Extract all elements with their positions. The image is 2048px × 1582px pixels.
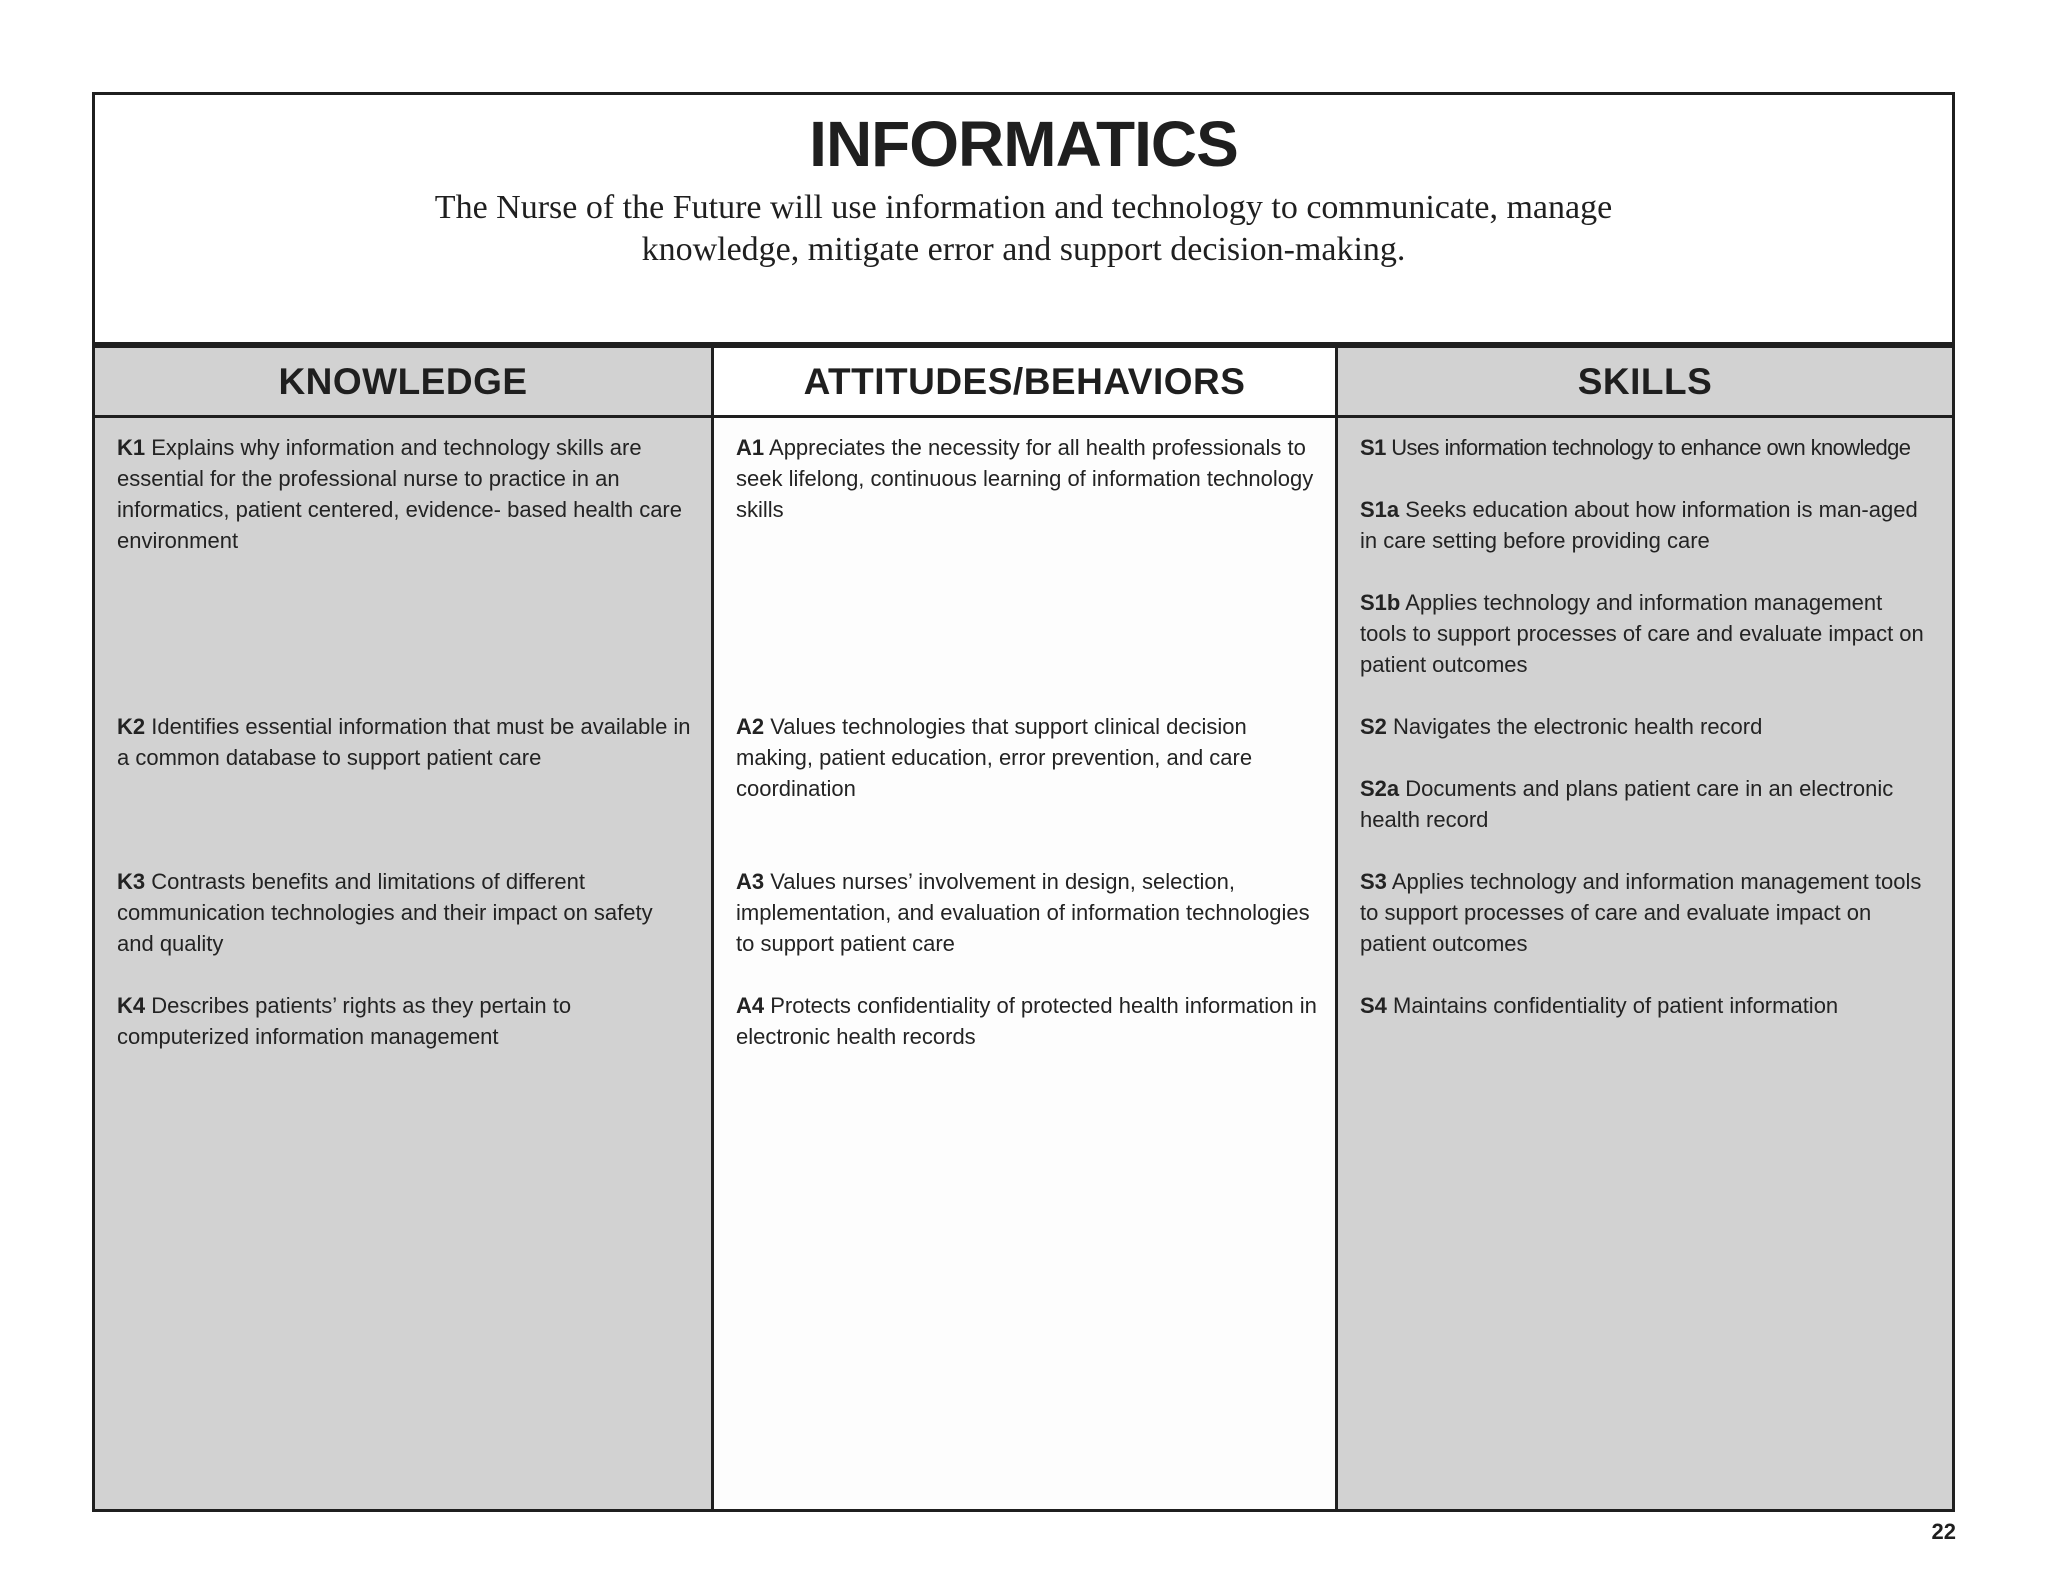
skills-column xyxy=(1338,348,1952,1509)
competency-table xyxy=(92,92,1955,1512)
item-code: S3 xyxy=(1360,869,1387,894)
item-code: K3 xyxy=(117,869,146,894)
skills-item-s2 xyxy=(1360,711,1934,742)
attitudes-column xyxy=(714,348,1338,1509)
skills-item-s3 xyxy=(1360,866,1934,959)
item-code: A2 xyxy=(736,714,765,739)
page-number: 22 xyxy=(1931,1519,1956,1544)
knowledge-column xyxy=(95,348,714,1509)
skills-item-s2a xyxy=(1360,773,1934,835)
item-text: Values technologies that support clinical decision making, patient education, error prevention, and care coordination xyxy=(736,714,1253,801)
skills-item-s1b xyxy=(1360,587,1934,680)
item-code: S2a xyxy=(1360,776,1400,801)
item-text: Applies technology and information management tools to support processes of care and evaluate impact on patient outcomes xyxy=(1360,590,1924,677)
skills-item-s1a xyxy=(1360,494,1934,556)
item-code: K2 xyxy=(117,714,146,739)
item-text: Appreciates the necessity for all health professionals to seek lifelong, continuous learning of information technology skills xyxy=(736,435,1314,522)
item-text: Protects confidentiality of protected health information in electronic health records xyxy=(736,993,1317,1049)
item-code: K1 xyxy=(117,435,146,460)
item-text: Explains why information and technology skills are essential for the professional nurse to practice in an informatics, patient centered, evidence- based health care environment xyxy=(117,435,682,553)
skills-item-s4 xyxy=(1360,990,1934,1021)
item-code: S1a xyxy=(1360,497,1400,522)
item-code: A1 xyxy=(736,435,765,460)
item-text: Contrasts benefits and limitations of different communication technologies and their impact on safety and quality xyxy=(117,869,653,956)
item-text: Describes patients’ rights as they pertain to computerized information management xyxy=(117,993,572,1049)
item-code: K4 xyxy=(117,993,146,1018)
knowledge-item-k4 xyxy=(117,990,693,1052)
page-subtitle: The Nurse of the Future will use information and technology to communicate, manage knowledge, mitigate error and support decision-making. xyxy=(434,189,1613,268)
skills-item-s1 xyxy=(1360,432,1934,463)
attitudes-item-a1 xyxy=(736,432,1317,525)
attitudes-item-a4 xyxy=(736,990,1317,1052)
item-text: Applies technology and information management tools to support processes of care and evaluate impact on patient outcomes xyxy=(1360,869,1922,956)
item-text: Navigates the electronic health record xyxy=(1386,714,1763,739)
item-code: S2 xyxy=(1360,714,1387,739)
knowledge-item-k2 xyxy=(117,711,693,773)
knowledge-item-k1 xyxy=(117,432,693,556)
item-text: Maintains confidentiality of patient information xyxy=(1386,993,1839,1018)
item-code: S4 xyxy=(1360,993,1387,1018)
item-code: A4 xyxy=(736,993,765,1018)
item-text: Seeks education about how information is man-aged in care setting before providing care xyxy=(1360,497,1918,553)
item-code: A3 xyxy=(736,869,765,894)
table-header xyxy=(95,95,1952,348)
item-text: Documents and plans patient care in an electronic health record xyxy=(1360,776,1894,832)
item-text: Values nurses’ involvement in design, selection, implementation, and evaluation of information technologies to support patient care xyxy=(736,869,1310,956)
item-code: S1b xyxy=(1360,590,1401,615)
knowledge-item-k3 xyxy=(117,866,693,959)
item-text: Identifies essential information that must be available in a common database to support patient care xyxy=(117,714,691,770)
columns xyxy=(95,348,1952,1509)
attitudes-heading: ATTITUDES/BEHAVIORS xyxy=(714,348,1335,418)
skills-heading: SKILLS xyxy=(1338,348,1952,418)
attitudes-item-a3 xyxy=(736,866,1317,959)
item-text: Uses information technology to enhance own knowledge xyxy=(1385,435,1911,460)
knowledge-heading: KNOWLEDGE xyxy=(95,348,711,418)
attitudes-item-a2 xyxy=(736,711,1317,804)
page-title: INFORMATICS xyxy=(809,108,1238,180)
item-code: S1 xyxy=(1360,435,1386,460)
